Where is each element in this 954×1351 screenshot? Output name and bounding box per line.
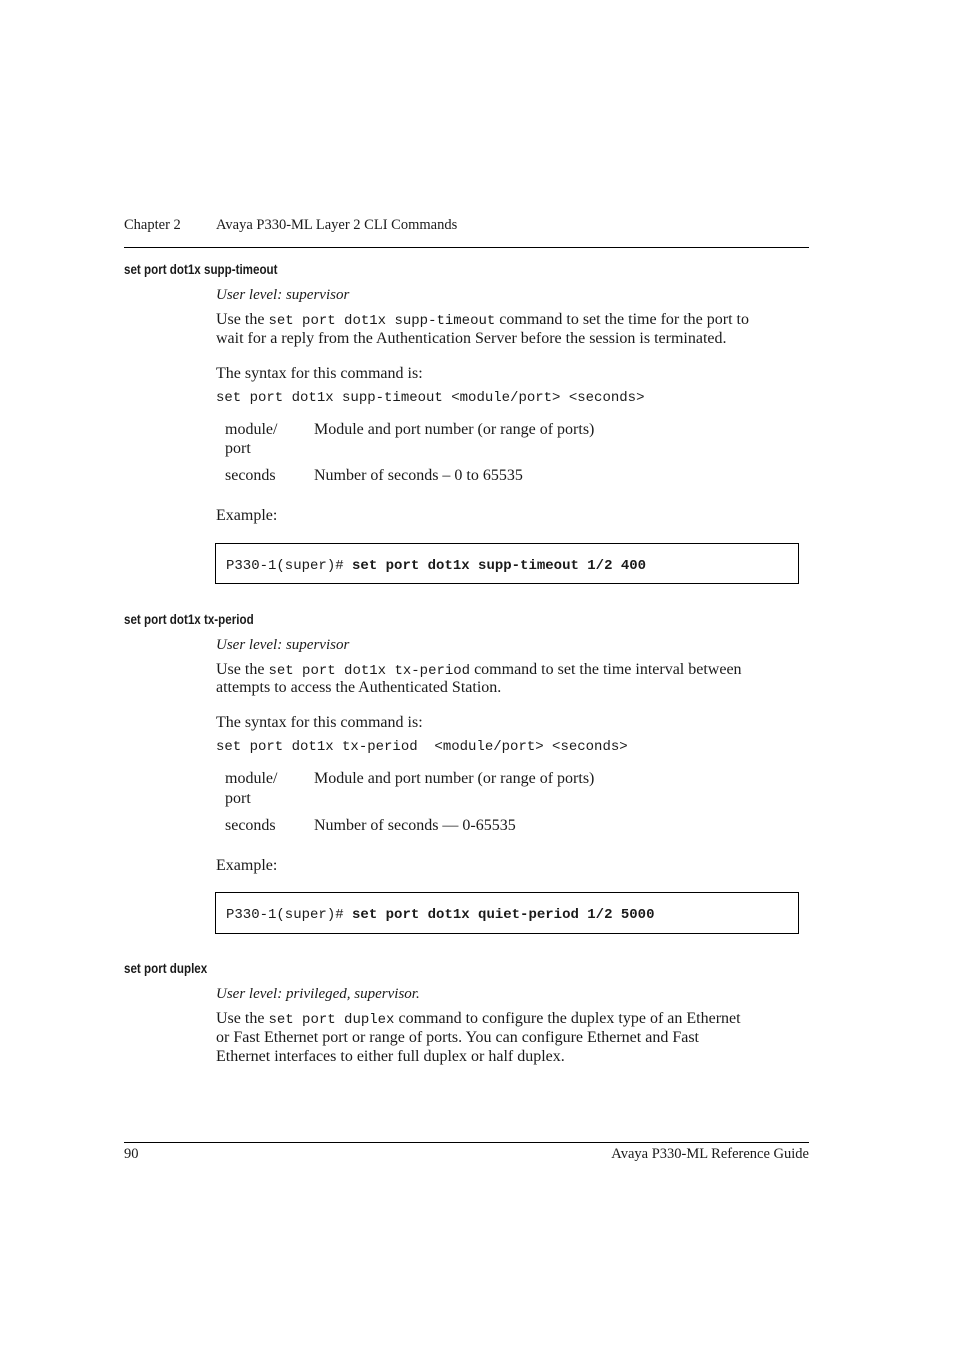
syntax-intro: The syntax for this command is: bbox=[216, 714, 423, 731]
description-line: Use the set port dot1x tx-period command to set the time interval between bbox=[216, 661, 742, 679]
param-description: Module and port number (or range of ports) bbox=[314, 770, 595, 787]
inline-command: set port duplex bbox=[268, 1012, 395, 1028]
param-name: port bbox=[225, 440, 251, 457]
chapter-title: Avaya P330-ML Layer 2 CLI Commands bbox=[216, 217, 458, 233]
description-line: wait for a reply from the Authentication Server before the session is terminated. bbox=[216, 330, 727, 347]
section-heading: set port dot1x supp-timeout bbox=[124, 262, 278, 277]
section-heading: set port duplex bbox=[124, 961, 208, 976]
syntax-line: set port dot1x supp-timeout <module/port> <seconds> bbox=[216, 390, 645, 406]
example-code-box bbox=[215, 543, 799, 584]
param-name: seconds bbox=[225, 817, 276, 834]
syntax-intro: The syntax for this command is: bbox=[216, 365, 423, 382]
param-description: Module and port number (or range of ports) bbox=[314, 421, 595, 438]
example-label: Example: bbox=[216, 507, 278, 524]
param-name: seconds bbox=[225, 467, 276, 484]
user-level: User level: supervisor bbox=[216, 287, 350, 303]
footer-rule bbox=[124, 1142, 809, 1143]
description-line: Use the set port duplex command to configure the duplex type of an Ethernet bbox=[216, 1010, 741, 1028]
inline-command: set port dot1x tx-period bbox=[268, 663, 471, 679]
param-description: Number of seconds — 0-65535 bbox=[314, 817, 516, 834]
user-level: User level: supervisor bbox=[216, 637, 350, 653]
chapter-label: Chapter 2 bbox=[124, 217, 181, 233]
param-description: Number of seconds – 0 to 65535 bbox=[314, 467, 523, 484]
cli-prompt: P330-1(super)# bbox=[226, 907, 353, 923]
header-rule bbox=[124, 247, 809, 248]
param-name: module/ bbox=[225, 770, 278, 787]
param-name: module/ bbox=[225, 421, 278, 438]
cli-command: set port dot1x supp-timeout 1/2 400 bbox=[352, 558, 647, 574]
example-code-box bbox=[215, 892, 799, 934]
cli-prompt: P330-1(super)# bbox=[226, 558, 353, 574]
section-heading: set port dot1x tx-period bbox=[124, 612, 254, 627]
description-line: or Fast Ethernet port or range of ports. You can configure Ethernet and Fast bbox=[216, 1029, 699, 1046]
guide-title: Avaya P330-ML Reference Guide bbox=[611, 1146, 809, 1162]
example-label: Example: bbox=[216, 857, 278, 874]
page-number: 90 bbox=[124, 1146, 139, 1162]
user-level: User level: privileged, supervisor. bbox=[216, 986, 420, 1002]
cli-command: set port dot1x quiet-period 1/2 5000 bbox=[352, 907, 655, 923]
param-name: port bbox=[225, 790, 251, 807]
inline-command: set port dot1x supp-timeout bbox=[268, 313, 496, 329]
description-line: Use the set port dot1x supp-timeout command to set the time for the port to bbox=[216, 311, 749, 329]
syntax-line: set port dot1x tx-period <module/port> <seconds> bbox=[216, 739, 628, 755]
description-line: Ethernet interfaces to either full duplex or half duplex. bbox=[216, 1048, 565, 1065]
description-line: attempts to access the Authenticated Station. bbox=[216, 679, 502, 696]
